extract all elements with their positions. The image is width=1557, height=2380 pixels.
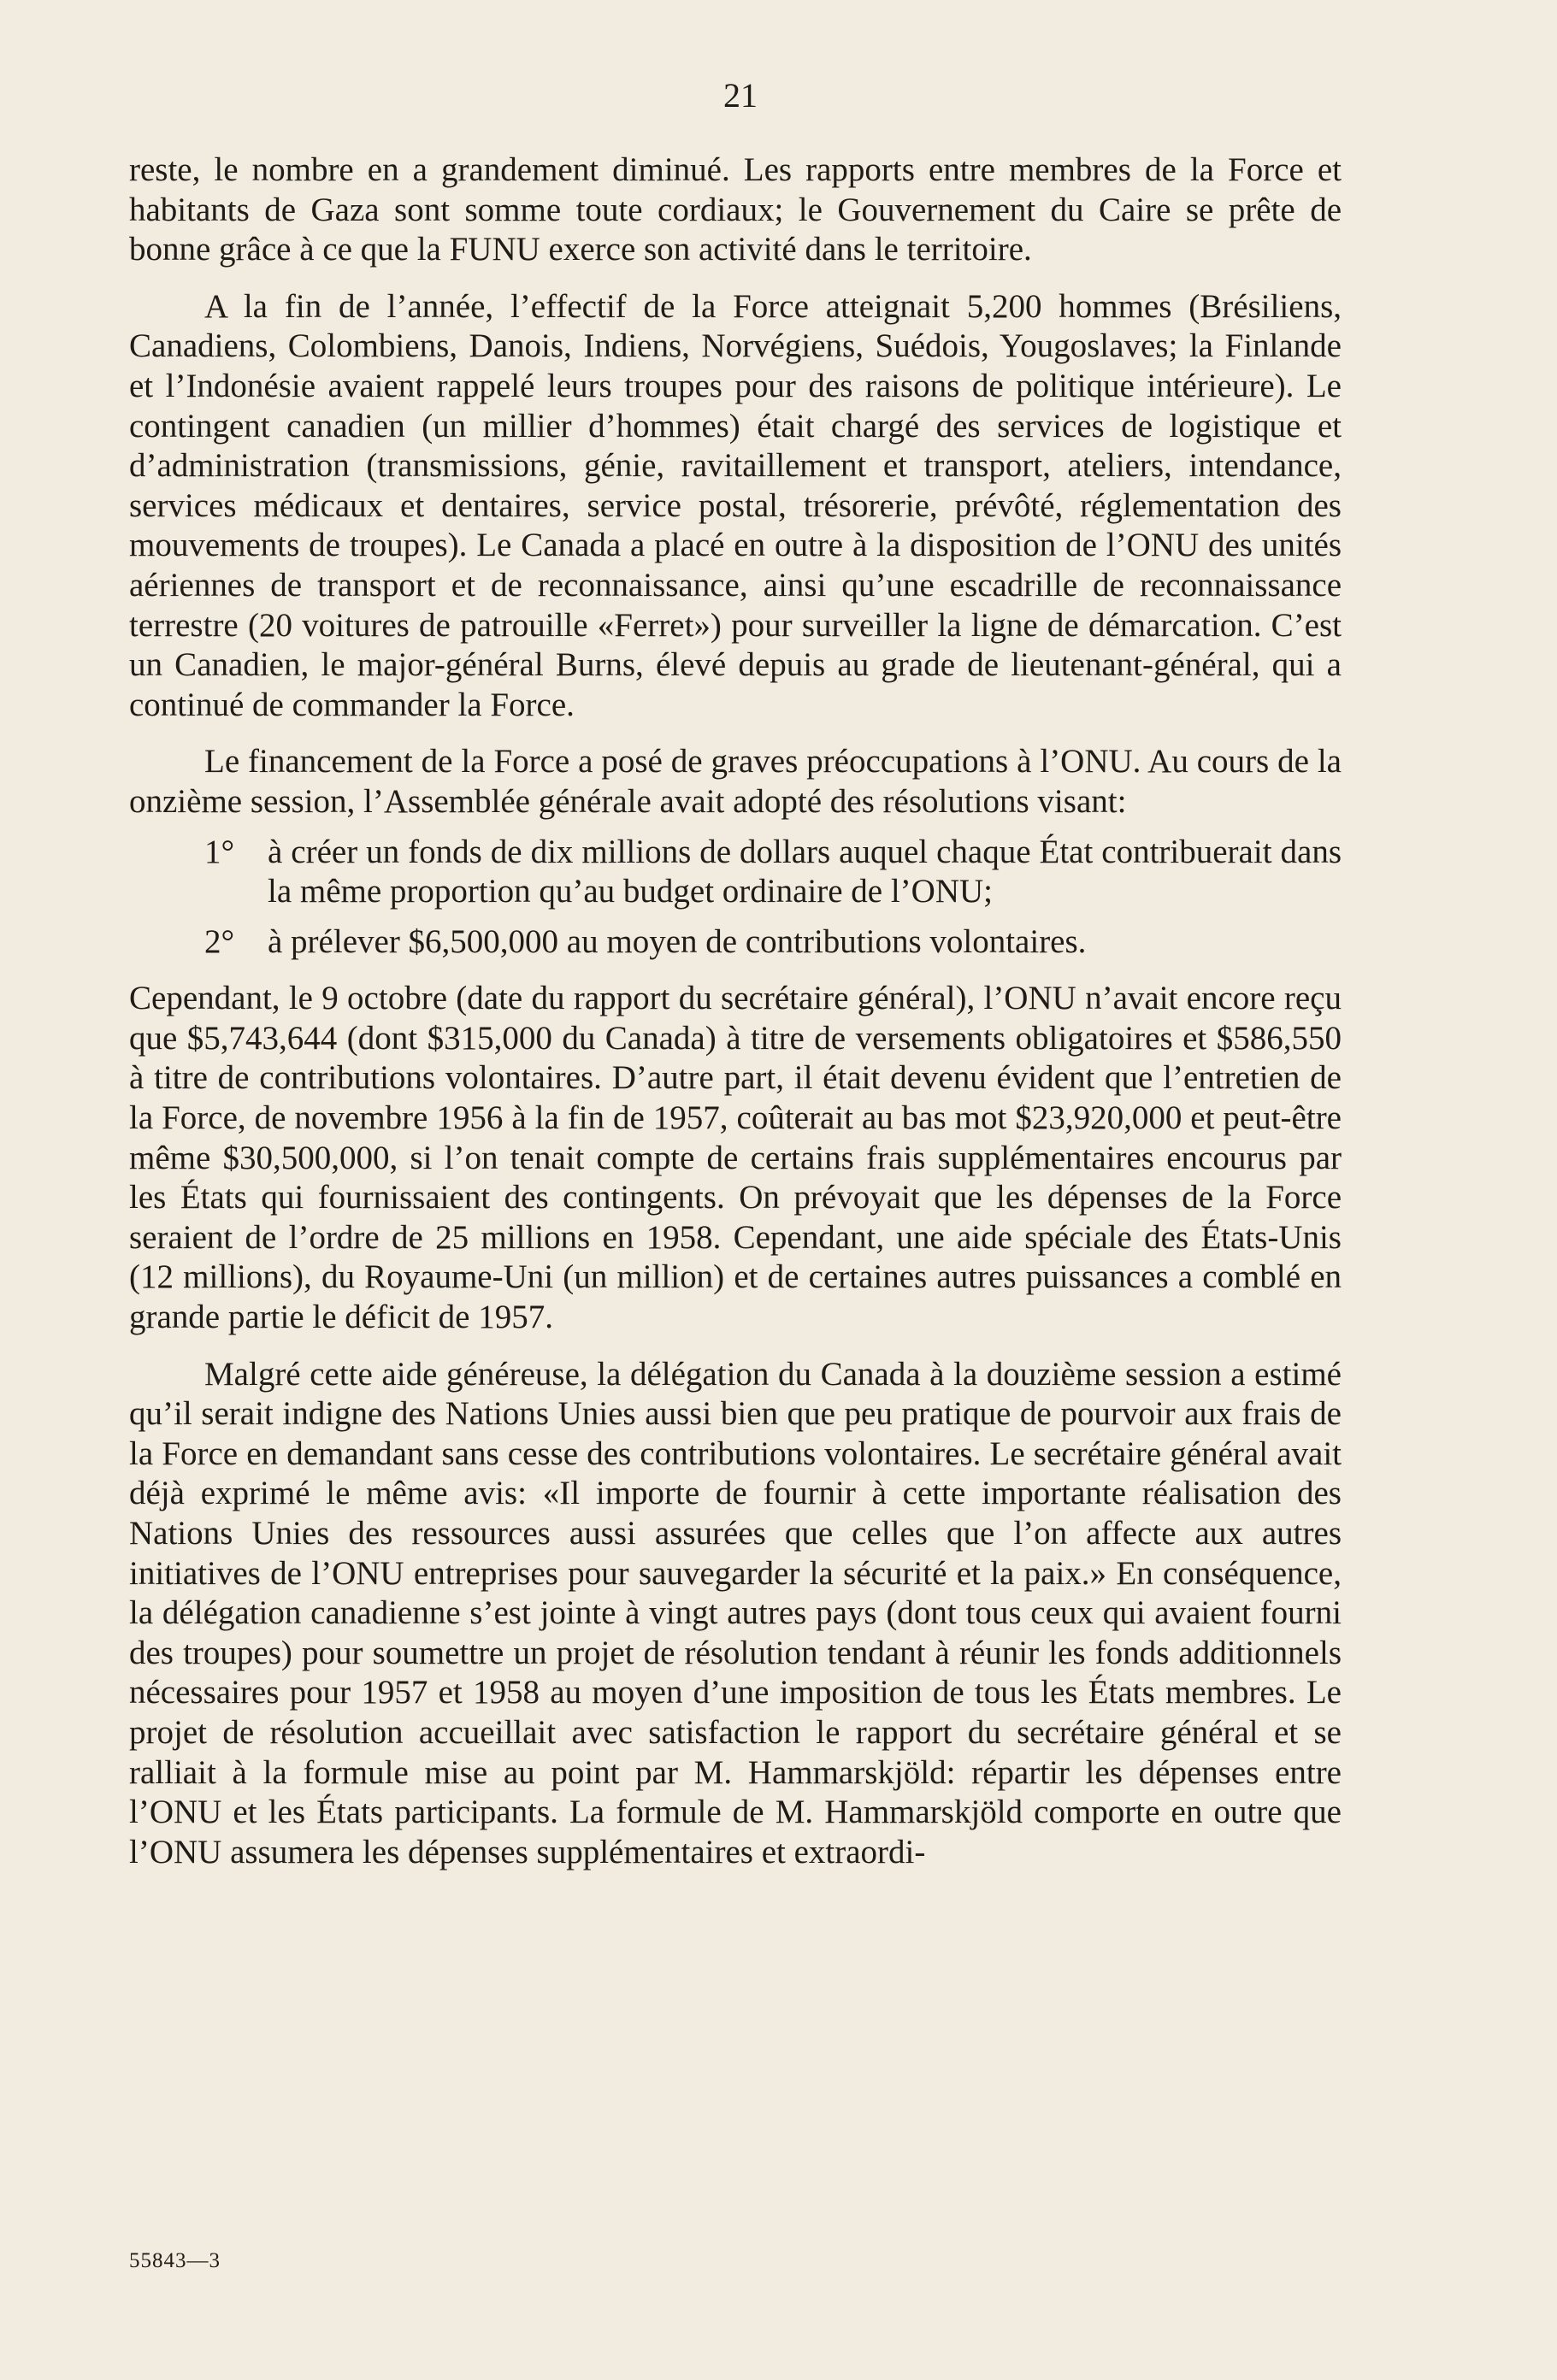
list-marker-1: 1° <box>204 833 235 870</box>
list-text-1: à créer un fonds de dix millions de dollars auquel chaque État contribuerait dans la même proportion qu’au budget ordinaire de l’ONU; <box>268 833 1342 910</box>
list-marker-2: 2° <box>204 922 235 960</box>
paragraph-continuation: reste, le nombre en a grandement diminué. Les rapports entre membres de la Force et habitants de Gaza sont somme toute cordiaux; le Gouvernement du Caire se prête de bonne grâce à ce que la FUNU exerce son activité dans le territoire. <box>129 151 1342 268</box>
paragraph-financing: Le financement de la Force a posé de graves préoccupations à l’ONU. Au cours de la onzième session, l’Assemblée générale avait adopté des résolutions visant: <box>129 743 1342 820</box>
footer-print-code: 55843—3 <box>129 2249 221 2272</box>
list-item-1 <box>129 833 1342 912</box>
paragraph-force-composition: A la fin de l’année, l’effectif de la Force atteignait 5,200 hommes (Brésiliens, Canadiens, Colombiens, Danois, Indiens, Norvégiens, Suédois, Yougoslaves; la Finlande et l’Indonésie avaient rappelé leurs troupes pour des raisons de politique intérieure). Le contingent canadien (un millier d’hommes) était chargé des services de logistique et d’administration (transmissions, génie, ravitaillement et transport, ateliers, intendance, services médicaux et dentaires, service postal, trésorerie, prévôté, réglementation des mouvements de troupes). Le Canada a placé en outre à la disposition de l’ONU des unités aériennes de transport et de reconnaissance, ainsi qu’une escadrille de reconnaissance terrestre (20 voitures de patrouille «Ferret») pour surveiller la ligne de démarcation. C’est un Canadien, le major-général Burns, élevé depuis au grade de lieutenant-général, qui a continué de commander la Force. <box>129 287 1342 723</box>
paragraph-contributions: Cependant, le 9 octobre (date du rapport du secrétaire général), l’ONU n’avait encore reçu que $5,743,644 (dont $315,000 du Canada) à titre de versements obligatoires et $586,550 à titre de contributions volontaires. D’autre part, il était devenu évident que l’entretien de la Force, de novembre 1956 à la fin de 1957, coûterait au bas mot $23,920,000 et peut-être même $30,500,000, si l’on tenait compte de certains frais supplémentaires encourus par les États qui fournissaient des contingents. On prévoyait que les dépenses de la Force seraient de l’ordre de 25 millions en 1958. Cependant, une aide spéciale des États-Unis (12 millions), du Royaume-Uni (un million) et de certaines autres puissances a comblé en grande partie le déficit de 1957. <box>129 980 1342 1336</box>
page-number: 21 <box>723 76 758 115</box>
paragraph-canadian-delegation: Malgré cette aide généreuse, la délégation du Canada à la douzième session a estimé qu’il serait indigne des Nations Unies aussi bien que peu pratique de pourvoir aux frais de la Force en demandant sans cesse des contributions volontaires. Le secrétaire général avait déjà exprimé le même avis: «Il importe de fournir à cette importante réalisation des Nations Unies des ressources aussi assurées que celles que l’on affecte aux autres initiatives de l’ONU entreprises pour sauvegarder la sécurité et la paix.» En conséquence, la délégation canadienne s’est jointe à vingt autres pays (dont tous ceux qui avaient fourni des troupes) pour soumettre un projet de résolution tendant à réunir les fonds additionnels nécessaires pour 1957 et 1958 au moyen d’une imposition de tous les États membres. Le projet de résolution accueillait avec satisfaction le rapport du secrétaire général et se ralliait à la formule mise au point par M. Hammarskjöld: répartir les dépenses entre l’ONU et les États participants. La formule de M. Hammarskjöld comporte en outre que l’ONU assumera les dépenses supplémentaires et extraordi- <box>129 1355 1342 1870</box>
list-text-2: à prélever $6,500,000 au moyen de contributions volontaires. <box>268 922 1087 960</box>
page-body <box>129 150 1342 1872</box>
list-item-2 <box>129 922 1342 963</box>
